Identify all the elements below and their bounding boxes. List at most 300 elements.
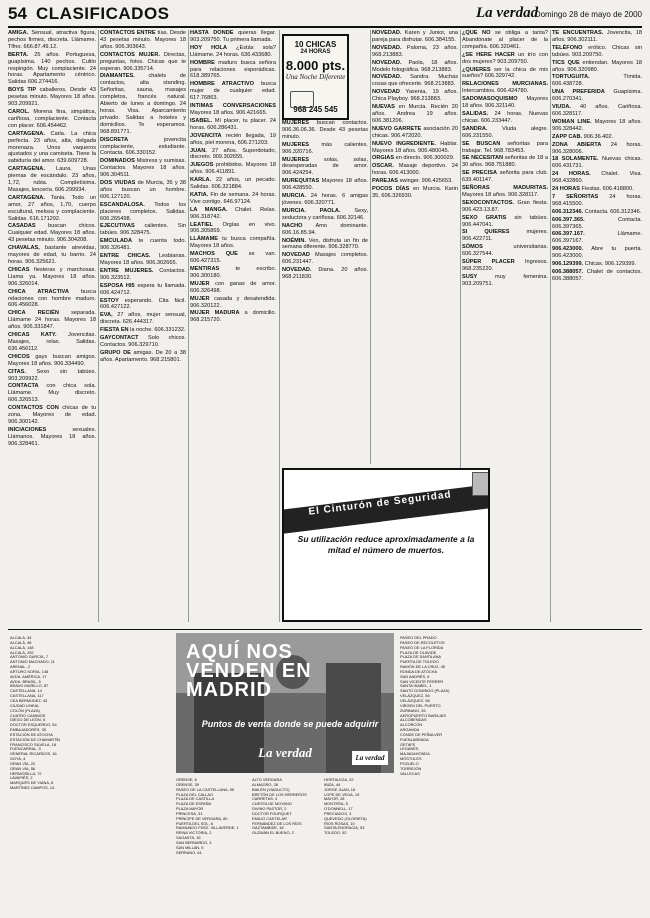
classified-ad-heading: GRUPO DE — [100, 349, 131, 356]
sale-points-list-mid — [176, 778, 250, 912]
sale-point-item: MAJADAHONDA — [400, 751, 430, 757]
sale-point-item: ORENSE, 6 — [176, 778, 197, 782]
sale-point-item: DIVINO PASTOR, 2 — [252, 806, 287, 812]
sale-point-item: CIUDAD LINEAL — [10, 702, 40, 708]
classified-ad-heading: SEÑORAS MADURITAS. — [462, 185, 548, 192]
classified-ad — [282, 208, 368, 222]
classified-ad — [8, 30, 96, 51]
classified-ad-text: Lesbianas. Mayores 18 años. 906.302665. — [100, 253, 186, 266]
seatbelt-ad-text: Su utilización reduce aproximadamente a la mitad el número de muertos. — [297, 534, 475, 555]
seatbelt-buckle-icon — [472, 472, 490, 496]
sale-point-item: ALCALÁ, 292 — [10, 649, 34, 655]
sale-point-item: ESTACIÓN DE ATOCHA — [10, 731, 53, 737]
classified-ad — [100, 158, 186, 179]
classified-ad-text: Laura. Unas piernas de escándalo. 23 años, 1,72, rubia. Completísima. Masajes, lencería. 606.299934. — [8, 166, 96, 193]
classified-ad — [190, 251, 276, 265]
classified-ad-heading: NUEVAS — [372, 104, 395, 111]
sale-point-item: HORTALEZA, 32 — [324, 778, 354, 782]
classified-ad — [372, 60, 458, 74]
seatbelt-ad — [282, 468, 490, 622]
classified-ad-text: la noche. 606.331232. — [130, 327, 186, 334]
classified-ad — [100, 180, 186, 201]
classified-ad-heading: MUJER — [190, 280, 210, 287]
sale-point-item: FRANCISCO SILVELA, 18 — [10, 741, 56, 747]
classified-ad — [8, 223, 96, 244]
classified-ad-heading: ISABEL. — [190, 117, 213, 124]
classified-ad — [462, 215, 548, 229]
classified-ad — [552, 209, 642, 216]
classified-ad-text: a domicilio. 968.215720. — [190, 310, 276, 324]
sale-point-item: SAGASTA, 15 — [176, 835, 201, 841]
classified-ad-heading: UNA PREFERIDA — [552, 89, 605, 96]
classified-ad — [190, 60, 276, 81]
classified-ad — [8, 109, 96, 130]
classified-ad-heading: DIAMANTES. — [100, 73, 135, 80]
classified-ad — [372, 30, 458, 44]
sale-point-item: MARTÍNEZ CAMPOS, 14 — [10, 785, 55, 791]
classified-ad — [552, 231, 642, 245]
classified-ad-text: te cuenta todo. 906.326481. — [100, 238, 186, 252]
classified-ad — [552, 45, 642, 59]
classified-ad-text: Contacta. 606.397365. — [552, 216, 642, 230]
sale-point-item: AEROPUERTO BARAJAS — [400, 712, 446, 718]
sale-point-item: CEA BERMÚDEZ, 43 — [10, 697, 48, 703]
sale-point-item: MAYOR, 28 — [324, 796, 345, 802]
classified-ad — [8, 310, 96, 331]
classified-ad-text: Hablar. Mayores 18 años. 906.480045. — [372, 140, 458, 154]
sale-point-item: LEGANÉS — [400, 746, 419, 752]
classified-ad-heading: NOVEDAD. — [372, 30, 402, 36]
classified-ad-heading: 24 HORAS. — [552, 171, 591, 178]
classified-ad-text: en Murcia. Karin 35, 606.326930. — [372, 186, 458, 199]
classified-ad-heading: MUREQUITAS — [282, 178, 320, 185]
sale-point-item: SANTA ENGRACIA, 53 — [324, 825, 365, 831]
classified-ad — [372, 126, 458, 140]
classified-ad-heading: EVA, — [100, 312, 113, 319]
classified-ad-text: Masajes completos. 606.231447. — [282, 252, 368, 266]
classified-ad-heading: NOVEDAD. — [372, 74, 402, 81]
sale-point-item: RONDA DE ATOCHA — [400, 668, 438, 674]
sale-point-item: ANTONIO MACHADO, 11 — [10, 659, 55, 665]
classified-ad-heading: POCOS DÍAS — [372, 186, 410, 193]
sale-point-item: PLAZA DE SANTA ANA — [400, 654, 442, 660]
classified-ad — [462, 81, 548, 95]
classified-ad-text: recién llegada, 19 años, piel morena, 606.271203. — [190, 132, 276, 146]
classified-ad-heading: LLÁMAME — [190, 236, 218, 243]
classified-ad-text: Masaje deportivo. 24 horas. 606.413000. — [372, 163, 458, 177]
classified-ad-heading: RELACIONES MURCIANAS. — [462, 81, 548, 88]
classified-ad-heading: NOVEDAD — [282, 252, 310, 259]
classified-ad-text: Guapísima. 606.270341. — [552, 89, 642, 103]
box-ad-illustration — [290, 91, 314, 108]
classified-ad-text: mujeres. 906.422711. — [462, 229, 548, 243]
sale-point-item: DOCTOR FOURQUET — [252, 810, 292, 816]
classified-ad-heading: ENTRE CHICAS. — [100, 253, 151, 260]
classified-ad-heading: EJECUTIVAS — [100, 223, 135, 230]
classified-ad-heading: CASADAS — [8, 223, 36, 230]
classified-ad-heading: INICIACIONES — [8, 426, 47, 433]
classified-ad-text: Mayores 18 años. 906.321140. — [462, 96, 548, 110]
classified-ad — [282, 238, 368, 252]
classified-ad-text: Chalet. Visa. 968.432860. — [552, 171, 642, 185]
newspaper-mini-logo: La verdad — [352, 751, 388, 765]
sale-point-item: CONDE DE PEÑALVER — [400, 731, 443, 737]
classified-ad — [190, 281, 276, 295]
classified-ad-heading: SE NECESITAN — [462, 155, 504, 162]
classified-ad — [8, 332, 96, 353]
classified-ad-text: asociación 20 chicas. 906.472020. — [372, 125, 458, 139]
classified-ad-text: universitarias. 606.327544. — [462, 244, 548, 258]
sale-point-item: RAIMUNDO FDEZ. VILLAVERDE, 1 — [176, 825, 239, 831]
classified-ad-heading: JUAN. — [190, 147, 207, 154]
classified-ad — [190, 45, 276, 59]
classified-ad-heading: 906.423000. — [552, 246, 584, 253]
classified-ad-text: Jovencitas. Masajes, relax. Salidas. 636.456112. — [8, 332, 96, 352]
classified-ad-text: 27 años. Superdotado, discreto. 909.302655. — [190, 147, 276, 161]
classified-ad — [372, 141, 458, 155]
classified-ad-text: Mayores 18 años. 906.421665. — [190, 109, 268, 116]
classified-ad-heading: NUEVO INGREDIENTE. — [372, 140, 436, 147]
classified-ad — [190, 148, 276, 162]
classified-ad-heading: 606.397.167. — [552, 231, 585, 238]
classified-ad-heading: TE ENCUENTRAS. — [552, 30, 604, 36]
classified-ad-heading: CARTAGENA. — [8, 194, 45, 201]
sale-point-item: IBIZA, 44 — [324, 781, 341, 787]
classified-ad — [552, 156, 642, 170]
classified-ad-heading: SÓMOS — [462, 244, 483, 251]
classified-ad-heading: JUEGOS — [190, 162, 214, 169]
classified-ad-text: esperando. Cita fácil. 606.427122. — [100, 297, 186, 311]
classified-ad — [190, 118, 276, 132]
classified-ad-heading: CITAS. — [8, 368, 26, 375]
classified-ad-text: Contacta. 606.312346. — [584, 208, 642, 215]
classified-ad-heading: NOVEDAD. — [372, 59, 402, 66]
classified-ad-heading: CAROL. — [8, 108, 30, 115]
sale-point-item: TOLEDO, 92 — [324, 830, 347, 836]
photo-ad-headline: AQUÍ NOS VENDEN EN MADRID — [186, 641, 312, 701]
classified-ad-text: Gran fiesta. 906.423.13.87. — [462, 199, 548, 213]
classified-ad-text: Mayores 18 años. 906.428550. — [282, 178, 368, 192]
classified-ad-heading: ESTOY — [100, 297, 119, 304]
classified-ad-text: 24 horas. 968.415500. — [552, 193, 642, 207]
sale-point-item: GENERAL RICARDOS, 16 — [10, 751, 57, 757]
classified-ad-text: buscan contactos. 906.36.06.36. Desde 43 pesetas minuto. — [282, 120, 368, 140]
box-ad-phone: 968 245 545 — [293, 105, 338, 114]
classified-ad — [190, 162, 276, 176]
sale-point-item: JORGE JUAN, 16 — [324, 786, 356, 792]
sale-point-item: TORREJÓN — [400, 765, 422, 771]
classified-ad — [552, 217, 642, 231]
classified-ad-heading: SUSY — [462, 273, 478, 280]
classified-ad-heading: WOMAN LINE. — [552, 118, 592, 125]
newspaper-logo: La verdad — [476, 5, 539, 21]
seatbelt-ad-title: El Cinturón de Seguridad — [307, 489, 453, 518]
classified-ad-heading: HOY HOLA — [190, 44, 227, 51]
sale-points-list-mid3 — [324, 778, 394, 912]
classified-ad — [8, 369, 96, 383]
classified-ad-heading: 24 HORAS — [552, 186, 580, 193]
classified-ad — [8, 166, 96, 194]
sale-point-item: BAILÉN (VIADUCTO) — [252, 786, 290, 792]
sale-point-item: PASEO DE RECOLETOS — [400, 639, 445, 645]
sale-point-item: ALCALÁ, 148 — [10, 644, 34, 650]
sale-point-item: SERRANO, 61 — [176, 849, 202, 855]
sale-point-item: ARGANDA — [400, 727, 420, 733]
classified-ad — [552, 89, 642, 103]
classified-ad-heading: TICS QUE — [552, 59, 580, 66]
classified-ad-text: Mistress y sumisas. Contactos. Mayores 18 años. 906.304511. — [100, 158, 186, 179]
classified-ad-text: 906.36.402. — [583, 133, 614, 140]
sale-point-item: SAN ANDRÉS, 6 — [400, 673, 430, 679]
classified-ad-text: 24 horas. 906.328006. — [552, 141, 642, 155]
classified-ad-text: sin tabúes. 906.447041. — [462, 214, 548, 228]
classified-ad-heading: OSCAR. — [372, 163, 394, 170]
classified-ad — [100, 253, 186, 267]
classified-ad-text: Todos los placeres completos. Salidas. 606.265498. — [100, 201, 186, 222]
classified-ad-heading: ¿QUIERES — [462, 66, 491, 73]
classified-ad — [190, 177, 276, 191]
classified-ad — [282, 267, 368, 281]
classified-ad-heading: PAREJAS — [372, 178, 399, 185]
classified-ad-heading: NUEVO GARRETE — [372, 125, 422, 132]
classified-ad-text: chalets de contactos, alta standing. Señoritas, sauna, masajes completos, francés natural. Abierto de lunes a domingo. 24 horas. Visa. Aparcamiento privado. Salidas a hoteles y domicilios. Te esperamos. 968.891771. — [100, 73, 186, 135]
sale-point-item: LAVAPIÉS, 2 — [10, 775, 33, 781]
classified-ad-heading: ENTRE MUJERES. — [100, 267, 154, 274]
classified-ad-text: ser la chica de mis sueños? 606.329742. — [462, 66, 548, 80]
classified-ad — [282, 120, 368, 141]
classified-ad — [8, 383, 96, 404]
classified-ad-heading: NOVEDAD. — [282, 267, 312, 274]
classified-ad-text: Abre tu puerta. 906.423000. — [552, 246, 642, 260]
sale-point-item: POZUELO — [400, 760, 419, 766]
classified-ad-heading: SADOMASOQUISMO — [462, 96, 518, 103]
sale-point-item: ALCOBENDAS — [400, 717, 427, 723]
classified-ad-heading: CHICAS KATY. — [8, 332, 57, 339]
classified-ad-text: espera tu llamada. 606.424712. — [100, 282, 186, 296]
classified-ad-text: sexuales. Llámanos. Mayores 18 años. 906.328461. — [8, 426, 96, 447]
classified-ad — [282, 178, 368, 192]
classified-ad — [552, 104, 642, 118]
classified-ad-text: Viuda alegre. 606.231550. — [462, 125, 548, 139]
classified-ad — [462, 126, 548, 140]
classified-ad — [552, 74, 642, 88]
classified-ad — [372, 178, 458, 185]
sale-point-item: COLÓN (PLAZA) — [10, 707, 40, 713]
classified-ad — [100, 238, 186, 252]
classified-ad-text: Amo dominante. 606.16.85.94. — [282, 222, 368, 236]
classified-ad — [462, 244, 548, 258]
classified-ad-text: gays buscan amigos. Mayores 18 años. 906.334490. — [8, 353, 96, 367]
classified-ad-text: con ganas de amor. 606.326498. — [190, 280, 276, 294]
sale-point-item: MÓSTOLES — [400, 756, 422, 762]
classified-ad-text: Sandra. Muchas cosas que ofrecerte. 968.213883. — [372, 74, 458, 88]
classified-ad — [100, 73, 186, 135]
classified-ad-heading: HOMBRE — [190, 59, 215, 66]
classified-ad-heading: MURCIA. PAOLA. — [282, 207, 341, 214]
classified-ad — [462, 185, 548, 199]
classified-ad-heading: TELÉFONO — [552, 44, 583, 51]
classified-ad-heading: CONTACTOS CON — [8, 405, 59, 412]
classified-ad-heading: BOYS TIP — [8, 87, 37, 94]
classified-ad-text: en Murcia. Recién 20 años. Andrea 19 años. 606.381206. — [372, 104, 458, 124]
sale-point-item: PUERTA DEL SOL, 6 — [176, 820, 213, 826]
classified-ad — [8, 131, 96, 166]
classified-ad-text: Yasenia, 19 años. Chica Playboy. 968.213883. — [372, 89, 458, 103]
classified-ad — [8, 87, 96, 108]
classified-ad — [8, 289, 96, 310]
classified-ad — [552, 119, 642, 133]
classified-ad-text: un trío con dos mujeres? 903.209750. — [462, 51, 548, 65]
sale-point-item: GRAN VÍA, 22 — [10, 760, 36, 766]
classified-ad-text: amigas. De 20 a 38 años. Apartamento. 968.215801. — [100, 349, 186, 363]
classified-ad-heading: MUJER — [190, 295, 210, 302]
classified-ad-heading: CHICAS — [8, 266, 30, 273]
classified-ad-heading: MUJER MADURA — [190, 310, 240, 317]
classified-ad-heading: INTIMAS CONVERSACIONES — [190, 103, 276, 110]
sale-point-item: PRINCESA, 31 — [176, 810, 203, 816]
classified-ad-text: Chalet de contactos. 606.388057. — [552, 269, 642, 282]
classified-ad — [100, 312, 186, 326]
classified-ad — [100, 137, 186, 158]
sale-point-item: AVDA. AMÉRICA, 17 — [10, 673, 47, 679]
classified-ad — [552, 171, 642, 185]
classified-ad — [190, 133, 276, 147]
sale-point-item: ARENAL, 2 — [10, 664, 30, 670]
classified-ad — [552, 261, 642, 268]
classified-ad-text: señoritas para trabajar. Tel. 968.783453. — [462, 140, 548, 154]
classified-ad — [100, 283, 186, 297]
classified-ad — [190, 310, 276, 324]
classified-ad-text: separada. Llámame 24 horas. Mayores 18 años. 906.331847. — [8, 310, 96, 331]
classified-ad — [100, 298, 186, 312]
classified-ad — [552, 186, 642, 193]
classified-ad — [552, 142, 642, 156]
sale-point-item: VALLECAS — [400, 770, 420, 776]
classified-ad — [372, 186, 458, 200]
sale-points-list-mid2 — [252, 778, 322, 912]
sale-point-item: CUATRO CAMINOS — [10, 712, 46, 718]
classified-ad-text: Chicas. 906.129399. — [584, 261, 636, 268]
sale-point-item: CUESTA DE MOYANO — [252, 801, 292, 807]
classified-ad-text: erótico. Chicas sin tabúes. 903.209750. — [552, 44, 642, 58]
classified-ad-heading: SÚPER PLACER — [462, 259, 515, 266]
sale-point-item: SAN VICENTE FERRER — [400, 678, 444, 684]
classified-ad — [190, 236, 276, 250]
classified-ad-text: Jovencita, 18 años. 906.302111. — [552, 30, 642, 43]
classified-ad-text: más calientes. 906.320716. — [282, 141, 368, 155]
classified-ad-text: señorita para club. 639.401147. — [462, 170, 548, 184]
classified-ad-text: Ven, disfruta un fin de semana diferente. 906.328770. — [282, 237, 368, 251]
classified-ad-heading: ¿QUÉ NO — [462, 30, 491, 36]
sale-point-item: PLAZA DE OLAVIDE — [400, 649, 437, 655]
sale-point-item: PLAZA MAYOR — [176, 806, 204, 812]
sale-point-item: ESTACIÓN DE CHAMARTÍN — [10, 736, 61, 742]
classified-ad — [462, 52, 548, 66]
classified-ad — [8, 195, 96, 223]
classified-ad-text: Ingresos. 968.235220. — [462, 259, 548, 272]
sale-point-item: HERMOSILLA, 72 — [10, 770, 42, 776]
classified-ad-text: chicas de tu zona. Mayores de edad. 906.300142. — [8, 405, 96, 425]
classified-ad-text: caballeros. Desde 43 pesetas minuto. Mayores 18 años. 903.209921. — [8, 87, 96, 108]
sale-point-item: GRAN VÍA, 56 — [10, 765, 36, 771]
classified-ad — [190, 81, 276, 102]
classified-ad-text: Tania. Todo un amor, 27 años, 1,70, cuerpo escultural, melosa y complaciente. Salidas. 616.171292. — [8, 194, 96, 222]
column-divider — [98, 30, 99, 622]
box-ad-price: 8.000 pts. — [285, 58, 346, 73]
classified-column-3 — [190, 30, 276, 622]
classified-ad-heading: LEATIEL — [190, 221, 213, 228]
classified-ad-text: Mayores 18 años. 906.328442. — [552, 118, 642, 132]
classified-ad-text: jovencita complaciente, estudiante. Contacta. 606.330152. — [100, 136, 186, 157]
sale-point-item: PASEO DE LA CASTELLANA, 95 — [176, 786, 235, 792]
sale-point-item: PLAZA DE CASTILLA — [176, 796, 215, 802]
page-number: 54 — [8, 4, 27, 23]
sale-point-item: VIRGEN DEL PUERTO — [400, 702, 441, 708]
classified-ad — [462, 67, 548, 81]
classified-ad-text: ¿Estás sola? Llámame. 24 horas. 636.433680. — [190, 44, 276, 58]
classified-ad-heading: SE PRECISA — [462, 170, 498, 177]
classified-ad — [462, 111, 548, 125]
sale-point-item: FERNÁNDEZ DE LOS RÍOS — [252, 820, 302, 826]
classified-ad-heading: SANDRA. — [462, 125, 488, 132]
photo-ad-logo: La verdad — [258, 745, 312, 760]
classified-ad — [190, 222, 276, 236]
classified-ad-text: Sexo sin tabúes. 903.209922. — [8, 368, 96, 382]
sale-point-item: ZURBANO, 26 — [400, 707, 426, 713]
classified-ad — [282, 157, 368, 178]
classified-ad — [8, 354, 96, 368]
sale-point-item: ALTO VERGARA — [252, 778, 282, 782]
sale-point-item: GAZTAMBIDE, 18 — [252, 825, 284, 831]
classified-ad-heading: CONTACTOS MUJER. — [100, 51, 160, 58]
classified-ad-heading: AMIGA. — [8, 30, 29, 36]
sale-point-item: ALCORCÓN — [400, 722, 423, 728]
sale-point-item: AVDA. BRASIL, 5 — [10, 678, 41, 684]
classified-ad-heading: 606.388057. — [552, 269, 584, 275]
classified-ad-heading: ZONA ABIERTA — [552, 141, 602, 148]
column-divider — [370, 30, 371, 464]
sale-point-item: GOYA, 4 — [10, 756, 26, 762]
classified-ad-text: prohibidos. Mayores 18 años. 906.411891. — [190, 162, 276, 176]
classified-ad — [8, 52, 96, 87]
classified-ad-heading: EMCULADA — [100, 238, 133, 245]
classified-ad-heading: MACHOS QUE — [190, 251, 238, 258]
classified-ad — [8, 267, 96, 288]
classified-ad — [100, 350, 186, 364]
classified-ad-text: maduro busca señora para relaciones esporádicas. 618.389765. — [190, 59, 276, 80]
classified-ad-heading: JOVENCITA — [190, 132, 222, 139]
classified-ad — [282, 142, 368, 156]
classified-ad — [552, 134, 642, 141]
classified-ad — [462, 155, 548, 169]
sale-point-item: BRETÓN DE LOS HERREROS — [252, 791, 307, 797]
classified-ad — [100, 327, 186, 334]
classified-ad-heading: ESCANDALOSA. — [100, 201, 145, 208]
classified-ad — [372, 155, 458, 162]
classified-ad — [8, 245, 96, 266]
classified-ad-text: calientes. Sin tabúes. 906.328475. — [100, 223, 186, 237]
classified-ad — [372, 89, 458, 103]
classified-ad — [552, 246, 642, 260]
classified-ad-text: de Murcia, 35 y 38 años buscan un hombre. 606.127120. — [100, 180, 186, 200]
classified-ad — [190, 296, 276, 310]
classified-ad — [100, 223, 186, 237]
classified-ad-heading: NACHO — [282, 222, 303, 229]
classified-ad-text: señoritas de 18 a 30 años. 968.751880. — [462, 155, 548, 169]
classified-ad-heading: GAYCONTACT — [100, 335, 139, 342]
sale-point-item: ANTONIO GARCÍA, 7 — [10, 654, 48, 660]
classified-ad — [100, 335, 186, 349]
